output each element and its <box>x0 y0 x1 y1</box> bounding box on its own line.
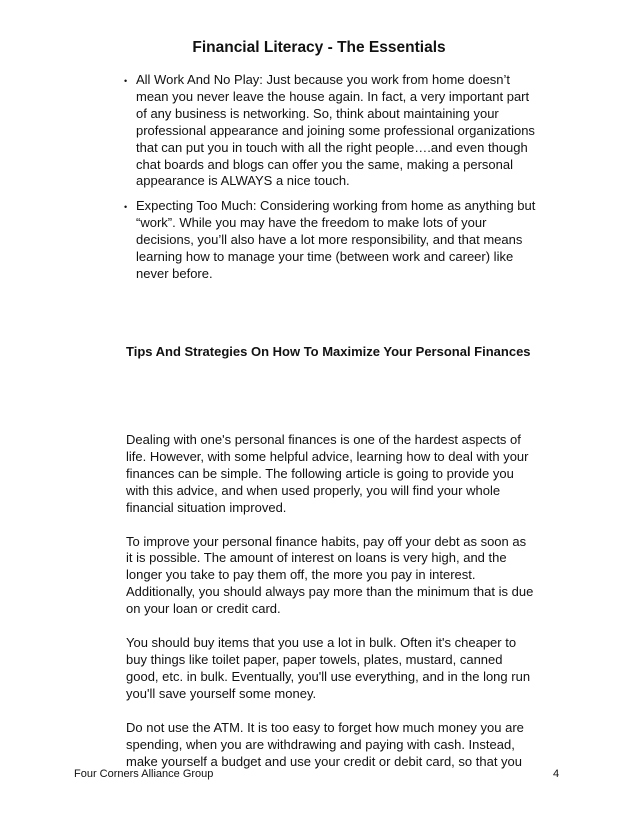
bullet-list <box>118 72 538 291</box>
bullet-text: All Work And No Play: Just because you work from home doesn’t mean you never leave the house again. In fact, a very important part of any business is networking. So, think about maintaining your professional appearance and joining some professional organizations that can put you in touch with all the right people….and even though chat boards and blogs can offer you the same, making a personal appearance is ALWAYS a nice touch. <box>136 72 535 189</box>
paragraph: Dealing with one's personal finances is one of the hardest aspects of life. However, with some helpful advice, learning how to deal with your finances can be simple. The following article is going to provide you with this advice, and when used properly, you will find your whole financial situation improved. <box>126 432 529 515</box>
page-title: Financial Literacy - The Essentials <box>192 39 446 56</box>
section-heading: Tips And Strategies On How To Maximize Your Personal Finances <box>126 344 531 359</box>
bullet-icon: • <box>124 202 128 213</box>
bullet-text: Expecting Too Much: Considering working from home as anything but “work”. While you may have the freedom to make lots of your decisions, you’ll also have a lot more responsibility, and that means learning how to manage your time (between work and career) like never before. <box>136 198 536 281</box>
body-text <box>126 432 536 787</box>
list-item-expecting-too-much <box>118 198 538 283</box>
footer-company: Four Corners Alliance Group <box>74 768 214 780</box>
paragraph: Do not use the ATM. It is too easy to forget how much money you are spending, when you are withdrawing and paying with cash. Instead, make yourself a budget and use your credit or debit card, so that you <box>126 719 524 769</box>
paragraph: You should buy items that you use a lot in bulk. Often it's cheaper to buy things like toilet paper, paper towels, plates, mustard, canned good, etc. in bulk. Eventually, you'll use everything, and in the long run you'll save yourself some money. <box>126 635 531 701</box>
footer-page-number: 4 <box>553 768 560 780</box>
paragraph: To improve your personal finance habits, pay off your debt as soon as it is possible. The amount of interest on loans is very high, and the longer you take to pay them off, the more you pay in interest. Additionally, you should always pay more than the minimum that is due on your loan or credit card. <box>126 533 534 617</box>
list-item-all-work-no-play <box>118 72 538 190</box>
bullet-icon: • <box>124 76 128 86</box>
